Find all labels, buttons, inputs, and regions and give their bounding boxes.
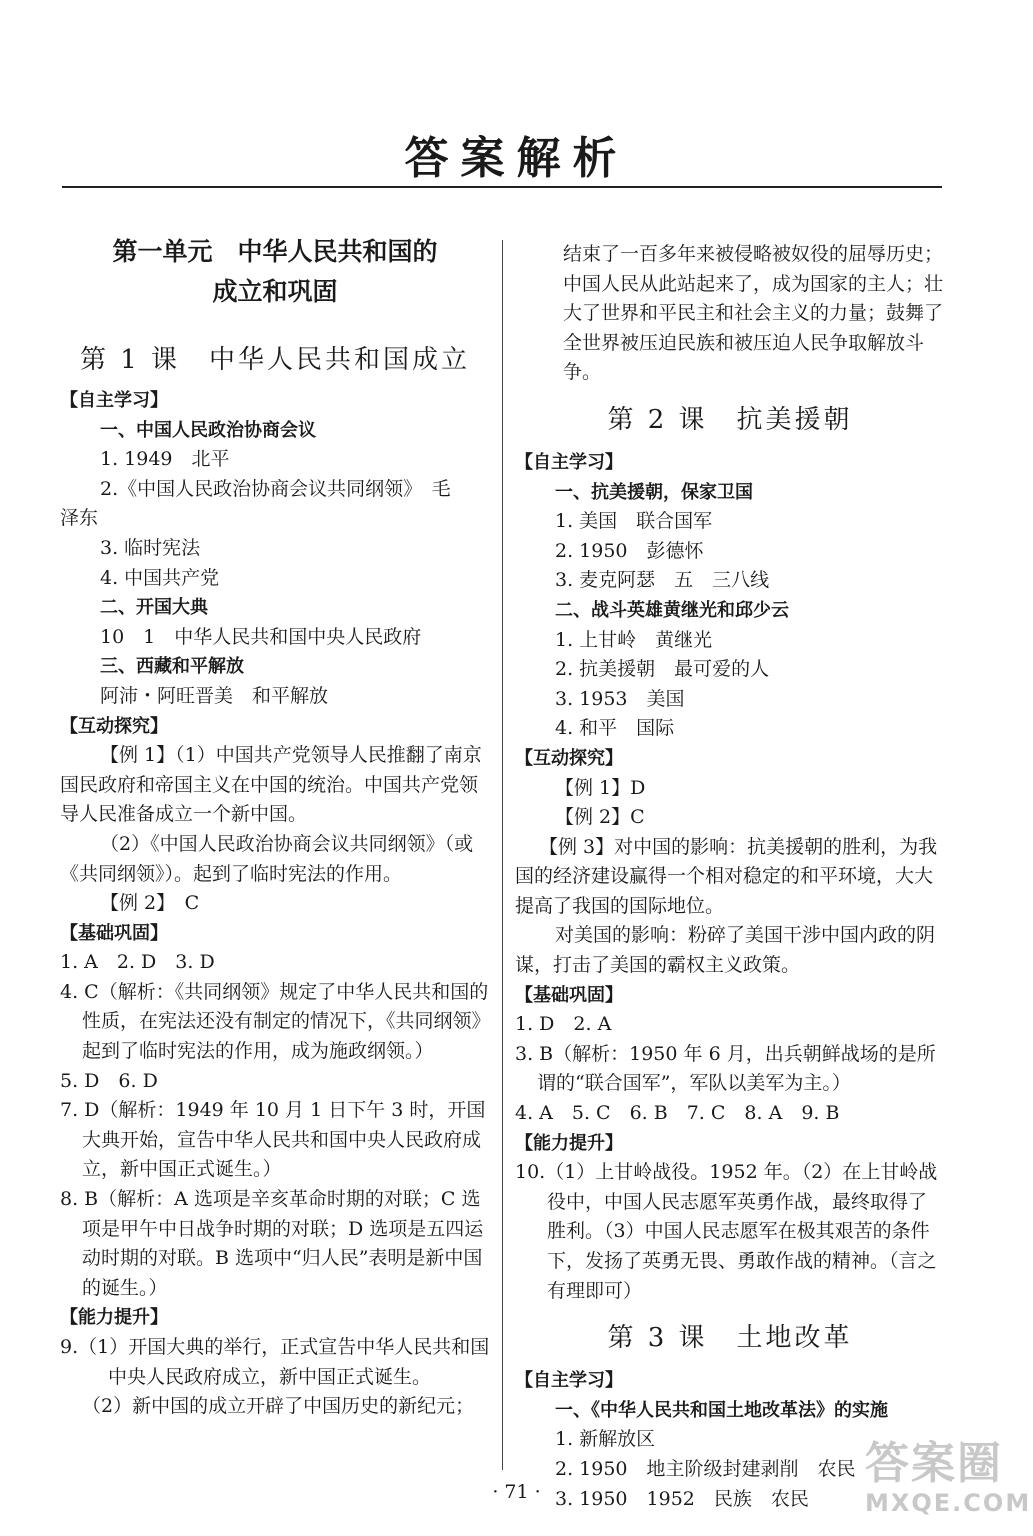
section-jichu: 【基础巩固】: [60, 922, 168, 944]
answer-line: 1. 新解放区: [555, 1428, 656, 1451]
answer-line: 2. 抗美援朝 最可爱的人: [555, 658, 770, 681]
answer-line: 1. 1949 北平: [100, 448, 230, 471]
lesson1-title: 第 1 课 中华人民共和国成立: [79, 345, 471, 375]
answer-line: 1. A 2. D 3. D: [60, 951, 215, 974]
example-3-answer: 【例 3】对中国的影响：抗美援朝的胜利，为我国的经济建设赢得一个相对稳定的和平环境，大大提高了我国的国际地位。: [515, 835, 938, 917]
answer-line: 泽东: [60, 507, 99, 530]
subheading-2: 二、开国大典: [100, 597, 208, 619]
continued-text: 结束了一百多年来被侵略被奴役的屈辱历史；中国人民从此站起来了，成为国家的主人；壮大了世界和平民主和社会主义的力量；鼓舞了全世界被压迫民族和被压迫人民争取解放斗争。: [563, 243, 944, 384]
answer-line: 10 1 中华人民共和国中央人民政府: [100, 625, 422, 648]
example-2-answer: 【例 2】C: [555, 806, 645, 829]
section-zizhu: 【自主学习】: [515, 1370, 623, 1392]
subheading-3: 三、西藏和平解放: [100, 656, 244, 678]
answer-line: 阿沛・阿旺晋美 和平解放: [100, 684, 329, 707]
answer-line: 2. 1950 地主阶级封建剥削 农民: [555, 1457, 856, 1480]
answer-item-9-part2: （2）新中国的成立开辟了中国历史的新纪元；: [82, 1395, 475, 1418]
answer-line: 4. A 5. C 6. B 7. C 8. A 9. B: [515, 1102, 840, 1125]
example-1-answer-2: （2）《中国人民政治协商会议共同纲领》（或《共同纲领》）。起到了临时宪法的作用。: [60, 832, 474, 885]
example-2-answer: 【例 2】 C: [100, 892, 200, 915]
answer-line: 3. 麦克阿瑟 五 三八线: [555, 569, 770, 592]
watermark-url: MXQE.COM: [865, 1489, 1032, 1517]
page-title: 答案解析: [404, 133, 629, 184]
subheading-1: 一、《中华人民共和国土地改革法》的实施: [555, 1399, 888, 1421]
answer-line: 1. 上甘岭 黄继光: [555, 628, 713, 651]
answer-line: 2. 1950 彭德怀: [555, 539, 704, 562]
answer-item-9: 9.（1）开国大典的举行，正式宣告中华人民共和国中央人民政府成立，新中国正式诞生。: [60, 1336, 490, 1388]
subheading-1: 一、抗美援朝，保家卫国: [555, 481, 753, 503]
section-jichu: 【基础巩固】: [515, 984, 623, 1006]
section-zizhu: 【自主学习】: [60, 390, 168, 411]
answer-item-3: 3. B（解析：1950 年 6 月，出兵朝鲜战场的是所谓的“联合国军”，军队以美军为主。）: [515, 1042, 936, 1095]
answer-line: 4. 中国共产党: [100, 566, 220, 589]
answer-line: 3. 1950 1952 民族 农民: [555, 1487, 809, 1510]
unit-title-line1: 第一单元 中华人民共和国的: [112, 237, 438, 266]
section-hudong: 【互动探究】: [60, 715, 168, 737]
subheading-2: 二、战斗英雄黄继光和邱少云: [555, 599, 789, 621]
example-1-answer: 【例 1】D: [555, 776, 646, 799]
answer-line: 2.《中国人民政治协商会议共同纲领》 毛: [100, 477, 451, 500]
answer-item-8: 8. B（解析：A 选项是辛亥革命时期的对联；C 选项是甲午中日战争时期的对联；D 选项是五四运动时期的对联。B 选项中“归人民”表明是新中国的诞生。）: [60, 1188, 484, 1299]
right-column: [515, 240, 945, 1514]
answer-line: 3. 1953 美国: [555, 687, 685, 710]
column-divider: [502, 240, 503, 1470]
section-nengli: 【能力提升】: [60, 1307, 168, 1329]
page-number: · 71 ·: [492, 1481, 541, 1503]
answer-line: 4. 和平 国际: [555, 717, 675, 740]
answer-line: 1. D 2. A: [515, 1013, 612, 1036]
lesson2-title: 第 2 课 抗美援朝: [607, 404, 853, 435]
lesson3-title: 第 3 课 土地改革: [607, 1323, 853, 1354]
watermark-text: 答案圈: [865, 1438, 1003, 1489]
answer-item-10: 10.（1）上甘岭战役。1952 年。（2）在上甘岭战役中，中国人民志愿军英勇作战，最终取得了胜利。（3）中国人民志愿军在极其艰苦的条件下，发扬了英勇无畏、勇敢作战的精神。（言之有理即可）: [515, 1161, 938, 1302]
subheading-1: 一、中国人民政治协商会议: [100, 419, 316, 441]
answer-line: 3. 临时宪法: [100, 536, 201, 559]
answer-line: 5. D 6. D: [60, 1069, 158, 1092]
left-column: [60, 232, 490, 1422]
watermark-logo: [865, 1440, 1030, 1534]
example-3-answer-2: 对美国的影响：粉碎了美国干涉中国内政的阴谋，打击了美国的霸权主义政策。: [515, 924, 936, 977]
section-nengli: 【能力提升】: [515, 1132, 623, 1154]
title-divider: [62, 186, 942, 188]
section-zizhu: 【自主学习】: [515, 451, 623, 473]
example-1-answer: 【例 1】（1）中国共产党领导人民推翻了南京国民政府和帝国主义在中国的统治。中国共产党领导人民准备成立一个新中国。: [60, 744, 482, 826]
unit-title-line2: 成立和巩固: [212, 277, 338, 306]
answer-item-4: 4. C（解析：《共同纲领》规定了中华人民共和国的性质，在宪法还没有制定的情况下，《共同纲领》起到了临时宪法的作用，成为施政纲领。）: [60, 980, 489, 1063]
answer-line: 1. 美国 联合国军: [555, 510, 713, 533]
answer-item-7: 7. D（解析：1949 年 10 月 1 日下午 3 时，开国大典开始，宣告中华人民共和国中央人民政府成立，新中国正式诞生。）: [60, 1099, 486, 1181]
section-hudong: 【互动探究】: [515, 747, 623, 769]
